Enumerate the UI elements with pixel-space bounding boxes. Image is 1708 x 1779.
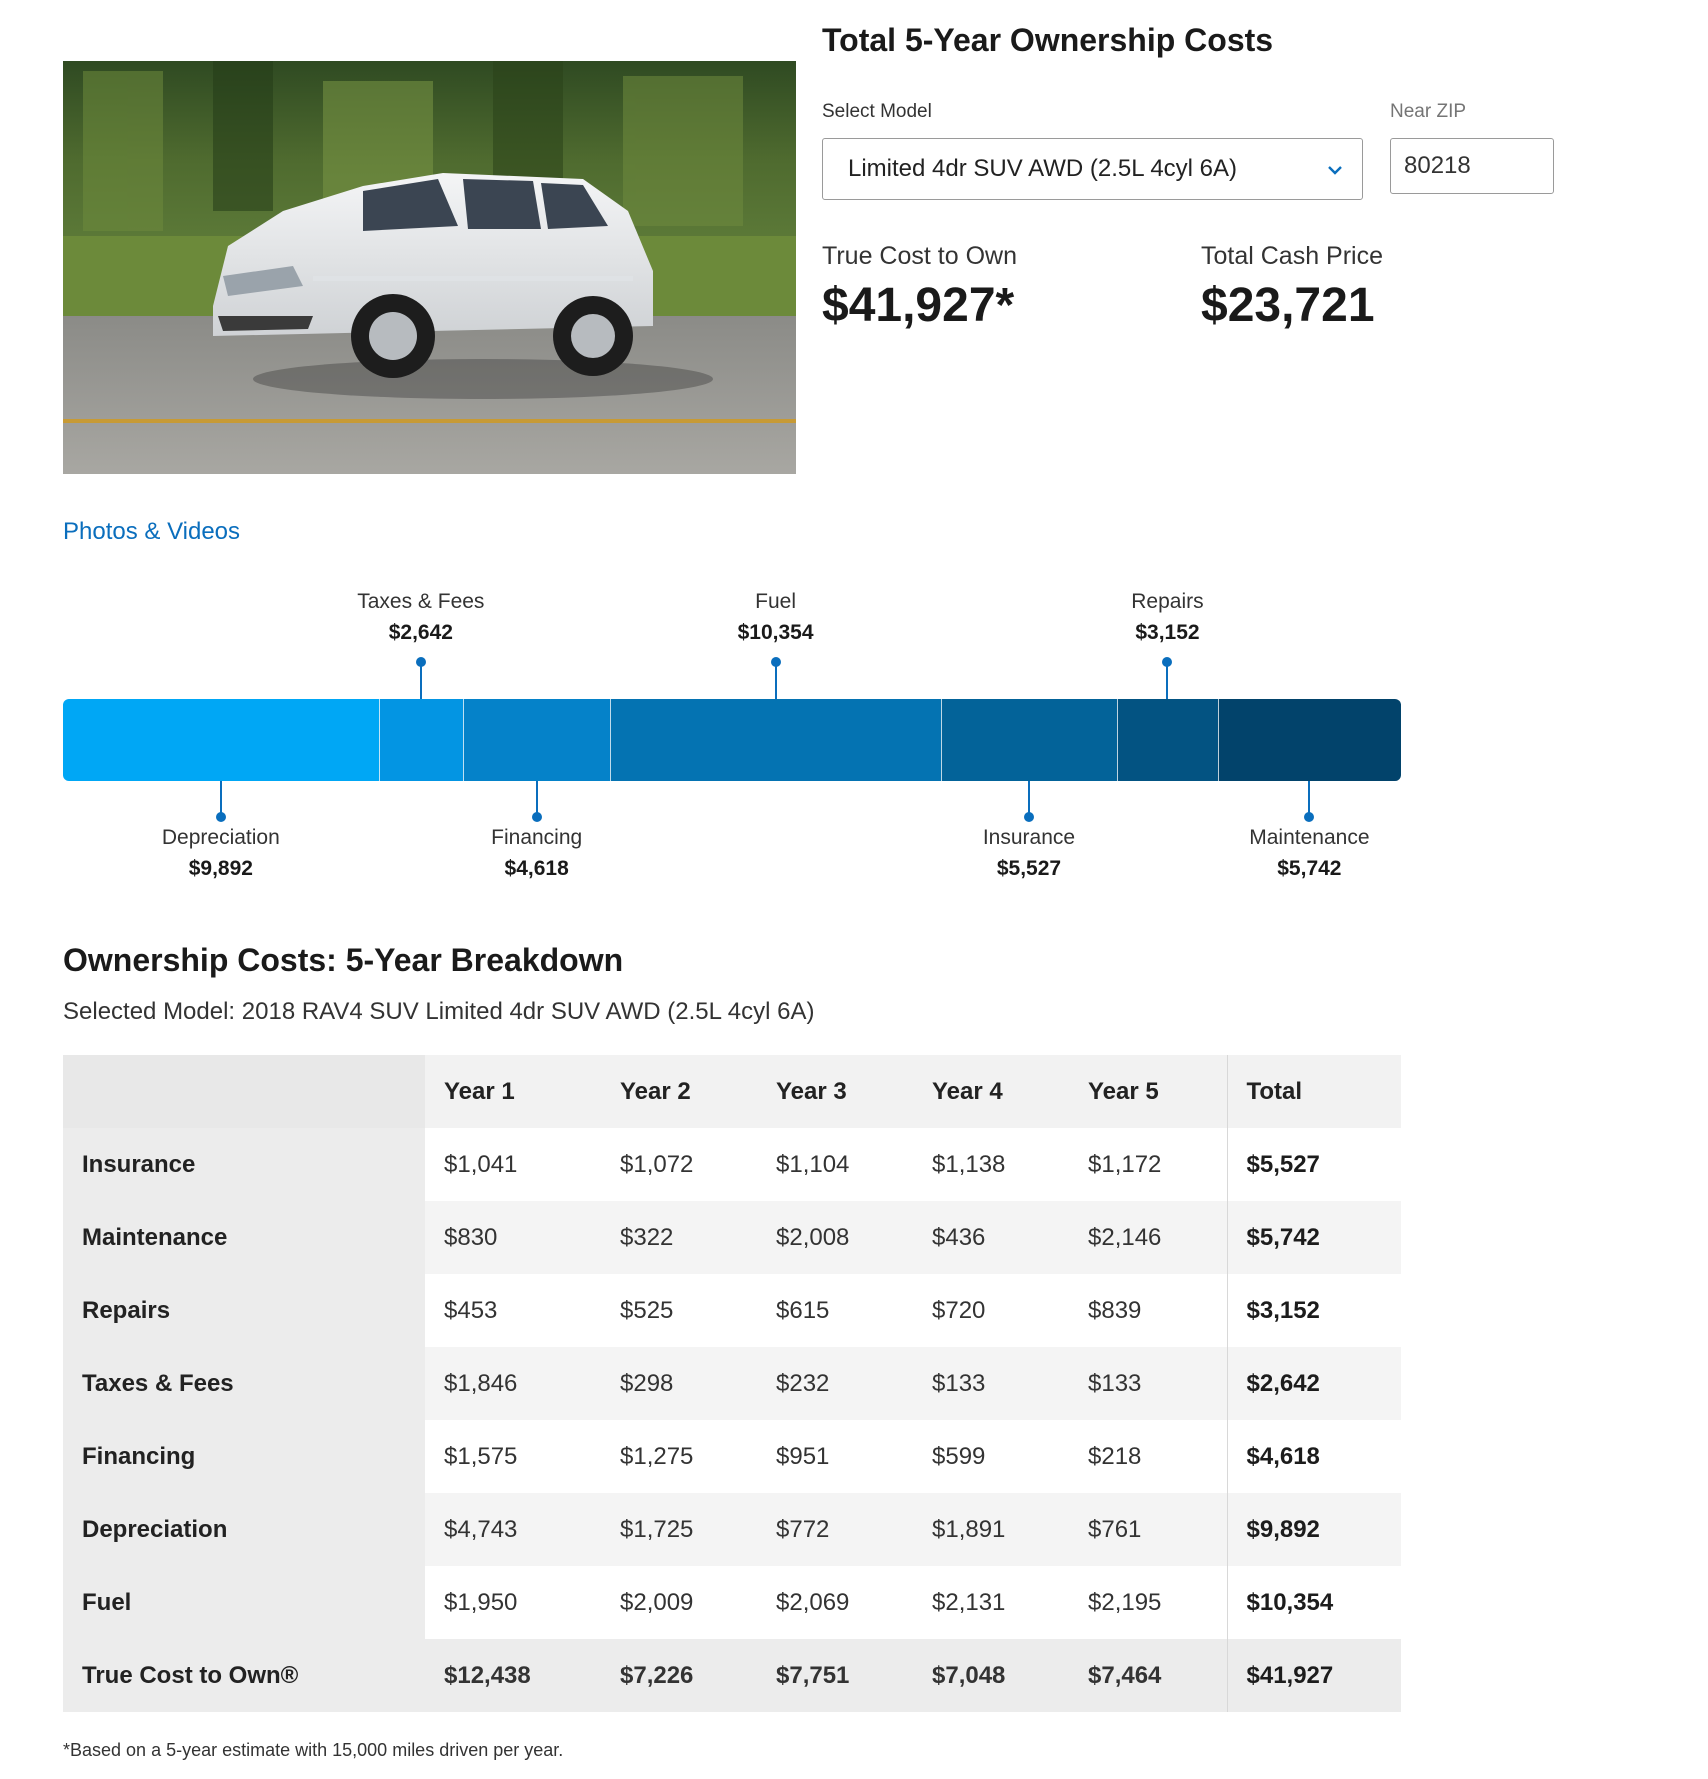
table-cell: $298 [601,1347,757,1420]
table-cell: $232 [757,1347,913,1420]
table-cell: $525 [601,1274,757,1347]
column-header: Year 2 [601,1055,757,1128]
row-label: Financing [63,1420,425,1493]
table-cell: $7,464 [1069,1639,1227,1712]
bar-segment-insurance[interactable] [941,699,1117,781]
segment-value: $5,527 [996,857,1062,880]
table-cell: $599 [913,1420,1069,1493]
table-cell: $133 [1069,1347,1227,1420]
table-cell: $615 [757,1274,913,1347]
column-header: Year 3 [757,1055,913,1128]
model-select[interactable] [822,138,1363,200]
segment-value: $10,354 [737,621,814,644]
breakdown-subtitle: Selected Model: 2018 RAV4 SUV Limited 4dr SUV AWD (2.5L 4cyl 6A) [63,998,815,1025]
table-cell: $12,438 [425,1639,601,1712]
row-label: Repairs [63,1274,425,1347]
table-cell-total: $5,527 [1227,1128,1401,1201]
cash-price-label: Total Cash Price [1201,242,1384,270]
callout-dot [216,812,226,822]
table-cell: $1,275 [601,1420,757,1493]
zip-label: Near ZIP [1390,101,1467,122]
table-cell: $772 [757,1493,913,1566]
table-header-row [63,1055,1401,1128]
segment-label: Maintenance [1249,826,1370,849]
table-row [63,1639,1401,1712]
segment-label: Fuel [755,590,796,613]
table-cell: $1,072 [601,1128,757,1201]
row-label: Taxes & Fees [63,1347,425,1420]
table-cell: $1,041 [425,1128,601,1201]
table-cell-total: $9,892 [1227,1493,1401,1566]
table-row [63,1420,1401,1493]
table-cell-total: $5,742 [1227,1201,1401,1274]
column-header: Year 1 [425,1055,601,1128]
cost-breakdown-table [63,1055,1401,1712]
true-cost-value: $41,927* [822,279,1015,332]
segment-label: Depreciation [161,826,280,849]
segment-value: $9,892 [188,857,253,880]
table-cell: $453 [425,1274,601,1347]
breakdown-title: Ownership Costs: 5-Year Breakdown [63,942,624,978]
segment-label: Taxes & Fees [357,590,485,613]
callout-dot [1304,812,1314,822]
table-cell: $7,048 [913,1639,1069,1712]
chevron-down-icon [1326,161,1344,179]
footnote: *Based on a 5-year estimate with 15,000 miles driven per year. [63,1740,564,1760]
vehicle-photo[interactable] [63,61,796,474]
table-row [63,1347,1401,1420]
cash-price-value: $23,721 [1201,279,1375,332]
table-cell: $720 [913,1274,1069,1347]
table-cell: $1,725 [601,1493,757,1566]
column-header-total: Total [1227,1055,1401,1128]
bar-segment-maintenance[interactable] [1218,699,1401,781]
table-header-corner [63,1055,425,1128]
bar-segment-repairs[interactable] [1117,699,1218,781]
table-cell: $761 [1069,1493,1227,1566]
table-cell: $4,743 [425,1493,601,1566]
model-select-value: Limited 4dr SUV AWD (2.5L 4cyl 6A) [848,155,1238,182]
table-cell: $133 [913,1347,1069,1420]
callout-dot [416,657,426,667]
table-cell: $2,069 [757,1566,913,1639]
segment-value: $5,742 [1277,857,1342,880]
table-cell: $839 [1069,1274,1227,1347]
page-title: Total 5-Year Ownership Costs [822,22,1274,58]
callout-line [1166,662,1168,699]
segment-label: Financing [491,826,583,849]
table-cell: $7,751 [757,1639,913,1712]
table-cell: $830 [425,1201,601,1274]
bar-segment-taxes-fees[interactable] [379,699,463,781]
bar-segment-fuel[interactable] [610,699,940,781]
table-cell: $1,172 [1069,1128,1227,1201]
table-cell: $7,226 [601,1639,757,1712]
table-cell-total: $3,152 [1227,1274,1401,1347]
row-label: Insurance [63,1128,425,1201]
table-cell-total: $41,927 [1227,1639,1401,1712]
cost-breakdown-bar [63,699,1401,781]
table-cell-total: $4,618 [1227,1420,1401,1493]
callout-dot [771,657,781,667]
table-cell: $2,146 [1069,1201,1227,1274]
table-cell: $2,131 [913,1566,1069,1639]
table-cell: $218 [1069,1420,1227,1493]
column-header: Year 4 [913,1055,1069,1128]
callout-line [775,662,777,699]
table-cell: $322 [601,1201,757,1274]
table-cell: $1,950 [425,1566,601,1639]
row-label: True Cost to Own® [63,1639,425,1712]
segment-value: $3,152 [1135,621,1200,644]
table-row [63,1128,1401,1201]
true-cost-label: True Cost to Own [822,242,1017,270]
zip-input[interactable] [1390,138,1554,194]
bar-segment-depreciation[interactable] [63,699,379,781]
table-cell: $2,195 [1069,1566,1227,1639]
select-model-label: Select Model [822,101,932,122]
table-cell-total: $2,642 [1227,1347,1401,1420]
row-label: Maintenance [63,1201,425,1274]
table-cell: $2,009 [601,1566,757,1639]
row-label: Depreciation [63,1493,425,1566]
callout-dot [1024,812,1034,822]
table-row [63,1566,1401,1639]
row-label: Fuel [63,1566,425,1639]
photos-videos-link[interactable]: Photos & Videos [63,518,241,545]
segment-value: $2,642 [388,621,453,644]
segment-label: Repairs [1131,590,1204,613]
table-cell: $1,846 [425,1347,601,1420]
table-cell: $951 [757,1420,913,1493]
callout-dot [532,812,542,822]
table-row [63,1201,1401,1274]
callout-line [420,662,422,699]
table-cell: $2,008 [757,1201,913,1274]
segment-value: $4,618 [504,857,569,880]
table-cell: $1,575 [425,1420,601,1493]
table-cell: $1,104 [757,1128,913,1201]
segment-label: Insurance [982,826,1076,849]
table-row [63,1274,1401,1347]
table-row [63,1493,1401,1566]
table-cell: $436 [913,1201,1069,1274]
table-cell-total: $10,354 [1227,1566,1401,1639]
table-cell: $1,138 [913,1128,1069,1201]
table-cell: $1,891 [913,1493,1069,1566]
bar-segment-financing[interactable] [463,699,610,781]
column-header: Year 5 [1069,1055,1227,1128]
callout-dot [1162,657,1172,667]
